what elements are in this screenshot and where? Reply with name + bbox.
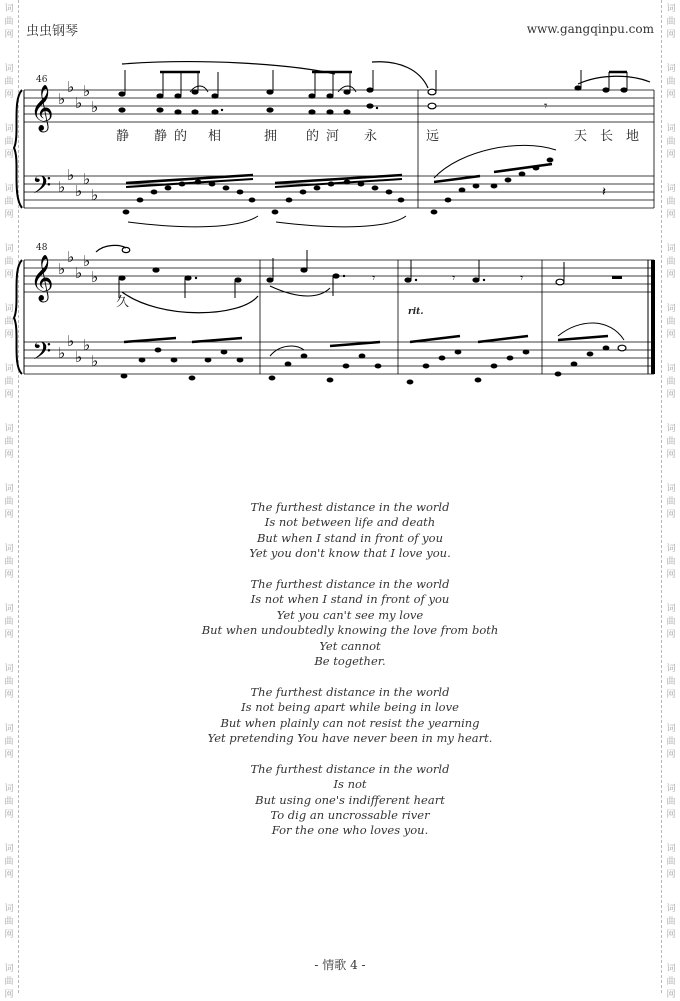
treble-notes-m47 (428, 70, 628, 114)
poem-stanza-3 (180, 685, 520, 747)
watermark-glyph: 曲 (4, 497, 14, 507)
svg-text:♭: ♭ (83, 252, 91, 270)
poem-line: But using one's indifferent heart (255, 792, 445, 807)
watermark-glyph: 网 (4, 330, 14, 340)
lyric-syllable: 久 (116, 295, 130, 310)
watermark-glyph: 网 (666, 450, 676, 460)
treble-clef-icon: 𝄞 (30, 85, 54, 131)
poem-line: For the one who loves you. (271, 823, 429, 838)
system-1 (14, 62, 654, 227)
watermark-glyph: 网 (666, 30, 676, 40)
watermark-glyph: 网 (666, 210, 676, 220)
watermark-glyph: 曲 (4, 857, 14, 867)
watermark-glyph: 曲 (4, 617, 14, 627)
poem-line: Is not between life and death (264, 515, 436, 530)
watermark-glyph: 词 (4, 484, 14, 494)
svg-text:♭: ♭ (58, 344, 66, 362)
watermark-glyph: 网 (4, 690, 14, 700)
watermark-glyph: 词 (666, 364, 676, 374)
watermark-glyph: 词 (666, 64, 676, 74)
lyric-syllable: 永 (364, 129, 378, 144)
watermark-glyph: 网 (666, 750, 676, 760)
svg-text:♭: ♭ (83, 170, 91, 188)
watermark-glyph: 网 (666, 150, 676, 160)
watermark-glyph: 词 (4, 244, 14, 254)
watermark-glyph: 词 (666, 244, 676, 254)
poem-line: The furthest distance in the world (250, 684, 450, 699)
svg-text:♭: ♭ (58, 90, 66, 108)
poem (180, 500, 520, 854)
bass-beams-m46 (126, 175, 406, 227)
bass-notes-m48-51 (121, 346, 610, 385)
watermark-glyph: 网 (666, 90, 676, 100)
watermark-glyph: 曲 (4, 797, 14, 807)
poem-line: But when undoubtedly knowing the love from both (201, 623, 499, 638)
treble-notes-m46 (118, 87, 378, 114)
watermark-glyph: 网 (666, 390, 676, 400)
svg-text:♭: ♭ (67, 78, 75, 96)
watermark-glyph: 词 (4, 124, 14, 134)
watermark-glyph: 曲 (666, 677, 676, 687)
treble-staff-1 (24, 90, 654, 122)
watermark-glyph: 网 (4, 450, 14, 460)
measure-number-48: 48 (36, 243, 48, 253)
lyric-syllable: 长 (600, 129, 614, 144)
lyric-syllable: 静 (116, 129, 130, 144)
watermark-glyph: 词 (666, 784, 676, 794)
svg-text:♭: ♭ (83, 336, 91, 354)
watermark-glyph: 网 (666, 570, 676, 580)
svg-text:♭: ♭ (75, 182, 83, 200)
system-2 (14, 245, 654, 384)
svg-text:♭: ♭ (75, 264, 83, 282)
watermark-glyph: 曲 (4, 137, 14, 147)
svg-text:♭: ♭ (91, 352, 99, 370)
poem-stanza-2 (180, 577, 520, 669)
watermark-glyph: 词 (4, 844, 14, 854)
poem-line: Is not (333, 777, 367, 792)
svg-text:𝄽: 𝄽 (602, 185, 606, 200)
poem-line: Is not being apart while being in love (241, 700, 459, 715)
watermark-glyph: 网 (4, 750, 14, 760)
key-signature-flats-icon (58, 248, 98, 370)
lyric-syllable: 地 (626, 129, 640, 144)
watermark-glyph: 网 (4, 150, 14, 160)
poem-line: Yet pretending You have never been in my heart. (207, 731, 493, 746)
watermark-glyph: 网 (4, 390, 14, 400)
watermark-glyph: 词 (666, 184, 676, 194)
watermark-glyph: 网 (4, 990, 14, 1000)
watermark-glyph: 词 (666, 544, 676, 554)
watermark-glyph: 词 (666, 964, 676, 974)
svg-text:𝄾: 𝄾 (372, 271, 376, 285)
watermark-glyph: 曲 (666, 77, 676, 87)
watermark-glyph: 词 (4, 64, 14, 74)
treble-notes-m48-51 (118, 267, 485, 282)
watermark-glyph: 词 (4, 304, 14, 314)
watermark-glyph: 词 (4, 904, 14, 914)
watermark-glyph: 网 (4, 570, 14, 580)
watermark-glyph: 词 (666, 604, 676, 614)
watermark-glyph: 网 (666, 270, 676, 280)
svg-text:♭: ♭ (58, 260, 66, 278)
poem-line: The furthest distance in the world (250, 761, 450, 776)
lyric-syllable: 远 (426, 129, 440, 144)
poem-line: Yet cannot (319, 638, 381, 653)
watermark-glyph: 网 (666, 690, 676, 700)
watermark-glyph: 曲 (4, 557, 14, 567)
site-url: www.gangqinpu.com (526, 22, 654, 36)
watermark-glyph: 词 (666, 724, 676, 734)
svg-text:♭: ♭ (83, 82, 91, 100)
watermark-glyph: 曲 (666, 917, 676, 927)
watermark-glyph: 曲 (666, 437, 676, 447)
poem-line: But when I stand in front of you (256, 530, 444, 545)
watermark-glyph: 词 (4, 544, 14, 554)
watermark-glyph: 网 (666, 930, 676, 940)
watermark-glyph: 曲 (4, 77, 14, 87)
watermark-glyph: 网 (4, 270, 14, 280)
poem-line: To dig an uncrossable river (270, 808, 430, 823)
watermark-glyph: 曲 (666, 617, 676, 627)
poem-line: Is not when I stand in front of you (250, 592, 450, 607)
watermark-glyph: 词 (666, 424, 676, 434)
watermark-glyph: 曲 (666, 137, 676, 147)
key-signature-flats-icon (58, 78, 98, 204)
watermark-glyph: 词 (4, 424, 14, 434)
watermark-glyph: 词 (666, 4, 676, 14)
svg-text:♭: ♭ (67, 248, 75, 266)
watermark-glyph: 词 (4, 784, 14, 794)
watermark-glyph: 曲 (666, 17, 676, 27)
poem-line: The furthest distance in the world (250, 500, 450, 514)
poem-line: The furthest distance in the world (250, 577, 450, 592)
svg-text:♭: ♭ (91, 268, 99, 286)
watermark-glyph: 曲 (4, 737, 14, 747)
watermark-glyph: 曲 (4, 437, 14, 447)
watermark-glyph: 词 (4, 724, 14, 734)
lyric-syllable: 拥 (264, 129, 278, 144)
bass-staff-2 (24, 342, 654, 374)
svg-text:𝄾: 𝄾 (544, 99, 548, 114)
poem-line: Yet you don't know that I love you. (249, 546, 451, 561)
watermark-glyph: 曲 (666, 557, 676, 567)
watermark-glyph: 网 (666, 810, 676, 820)
poem-line: But when plainly can not resist the yearning (220, 715, 480, 730)
watermark-glyph: 曲 (4, 677, 14, 687)
watermark-glyph: 曲 (666, 377, 676, 387)
poem-stanza-1 (180, 500, 520, 562)
svg-text:♭: ♭ (67, 332, 75, 350)
ritardando-marking: rit. (408, 307, 424, 317)
watermark-glyph: 曲 (666, 857, 676, 867)
watermark-glyph: 网 (666, 630, 676, 640)
watermark-glyph: 网 (4, 210, 14, 220)
watermark-glyph: 词 (666, 124, 676, 134)
lyric-syllable: 静 (154, 129, 168, 144)
watermark-glyph: 曲 (4, 17, 14, 27)
watermark-glyph: 网 (4, 810, 14, 820)
watermark-glyph: 网 (666, 510, 676, 520)
lyric-syllable: 相 (208, 129, 222, 144)
watermark-glyph: 词 (4, 184, 14, 194)
watermark-glyph: 词 (4, 604, 14, 614)
watermark-glyph: 曲 (4, 917, 14, 927)
watermark-glyph: 词 (666, 844, 676, 854)
poem-stanza-4 (180, 762, 520, 839)
watermark-glyph: 曲 (4, 197, 14, 207)
watermark-glyph: 词 (4, 364, 14, 374)
bass-clef-icon: 𝄢 (32, 171, 52, 206)
watermark-glyph: 网 (666, 870, 676, 880)
watermark-glyph: 曲 (666, 737, 676, 747)
watermark-glyph: 词 (4, 664, 14, 674)
lyrics-line-1 (116, 128, 639, 144)
watermark-glyph: 曲 (666, 197, 676, 207)
watermark-glyph: 网 (4, 90, 14, 100)
watermark-glyph: 曲 (666, 797, 676, 807)
watermark-glyph: 网 (4, 630, 14, 640)
watermark-glyph: 词 (4, 4, 14, 14)
svg-text:♭: ♭ (58, 178, 66, 196)
watermark-glyph: 曲 (666, 977, 676, 987)
watermark-glyph: 词 (666, 304, 676, 314)
bass-clef-icon: 𝄢 (32, 337, 52, 372)
watermark-glyph: 曲 (666, 317, 676, 327)
poem-line: Be together. (314, 654, 386, 669)
svg-text:♭: ♭ (75, 348, 83, 366)
watermark-glyph: 曲 (4, 377, 14, 387)
watermark-glyph: 曲 (4, 317, 14, 327)
watermark-glyph: 网 (666, 330, 676, 340)
lyric-syllable: 河 (326, 129, 340, 144)
treble-stems-m46 (125, 70, 373, 96)
svg-text:♭: ♭ (75, 94, 83, 112)
watermark-glyph: 网 (4, 930, 14, 940)
watermark-glyph: 曲 (666, 257, 676, 267)
bass-staff-1 (24, 176, 654, 208)
lyric-syllable: 的 (306, 129, 320, 144)
watermark-glyph: 词 (4, 964, 14, 974)
site-name: 虫虫钢琴 (26, 24, 79, 39)
svg-text:𝄾: 𝄾 (520, 271, 524, 285)
watermark-glyph: 词 (666, 484, 676, 494)
measure-number-46: 46 (36, 75, 48, 85)
poem-line: Yet you can't see my love (276, 607, 424, 622)
watermark-glyph: 曲 (666, 497, 676, 507)
watermark-glyph: 网 (4, 30, 14, 40)
sheet-music (0, 0, 680, 400)
watermark-glyph: 词 (666, 664, 676, 674)
watermark-glyph: 曲 (4, 977, 14, 987)
svg-text:♭: ♭ (67, 166, 75, 184)
svg-text:♭: ♭ (91, 98, 99, 116)
lyric-syllable: 天 (574, 129, 588, 144)
treble-clef-icon: 𝄞 (30, 255, 54, 301)
watermark-glyph: 词 (666, 904, 676, 914)
watermark-glyph: 网 (666, 990, 676, 1000)
watermark-glyph: 网 (4, 870, 14, 880)
svg-text:𝄾: 𝄾 (452, 271, 456, 285)
svg-text:♭: ♭ (91, 186, 99, 204)
watermark-glyph: 曲 (4, 257, 14, 267)
lyric-syllable: 的 (174, 129, 188, 144)
watermark-glyph: 网 (4, 510, 14, 520)
page-footer: - 情歌 4 - (314, 958, 366, 972)
